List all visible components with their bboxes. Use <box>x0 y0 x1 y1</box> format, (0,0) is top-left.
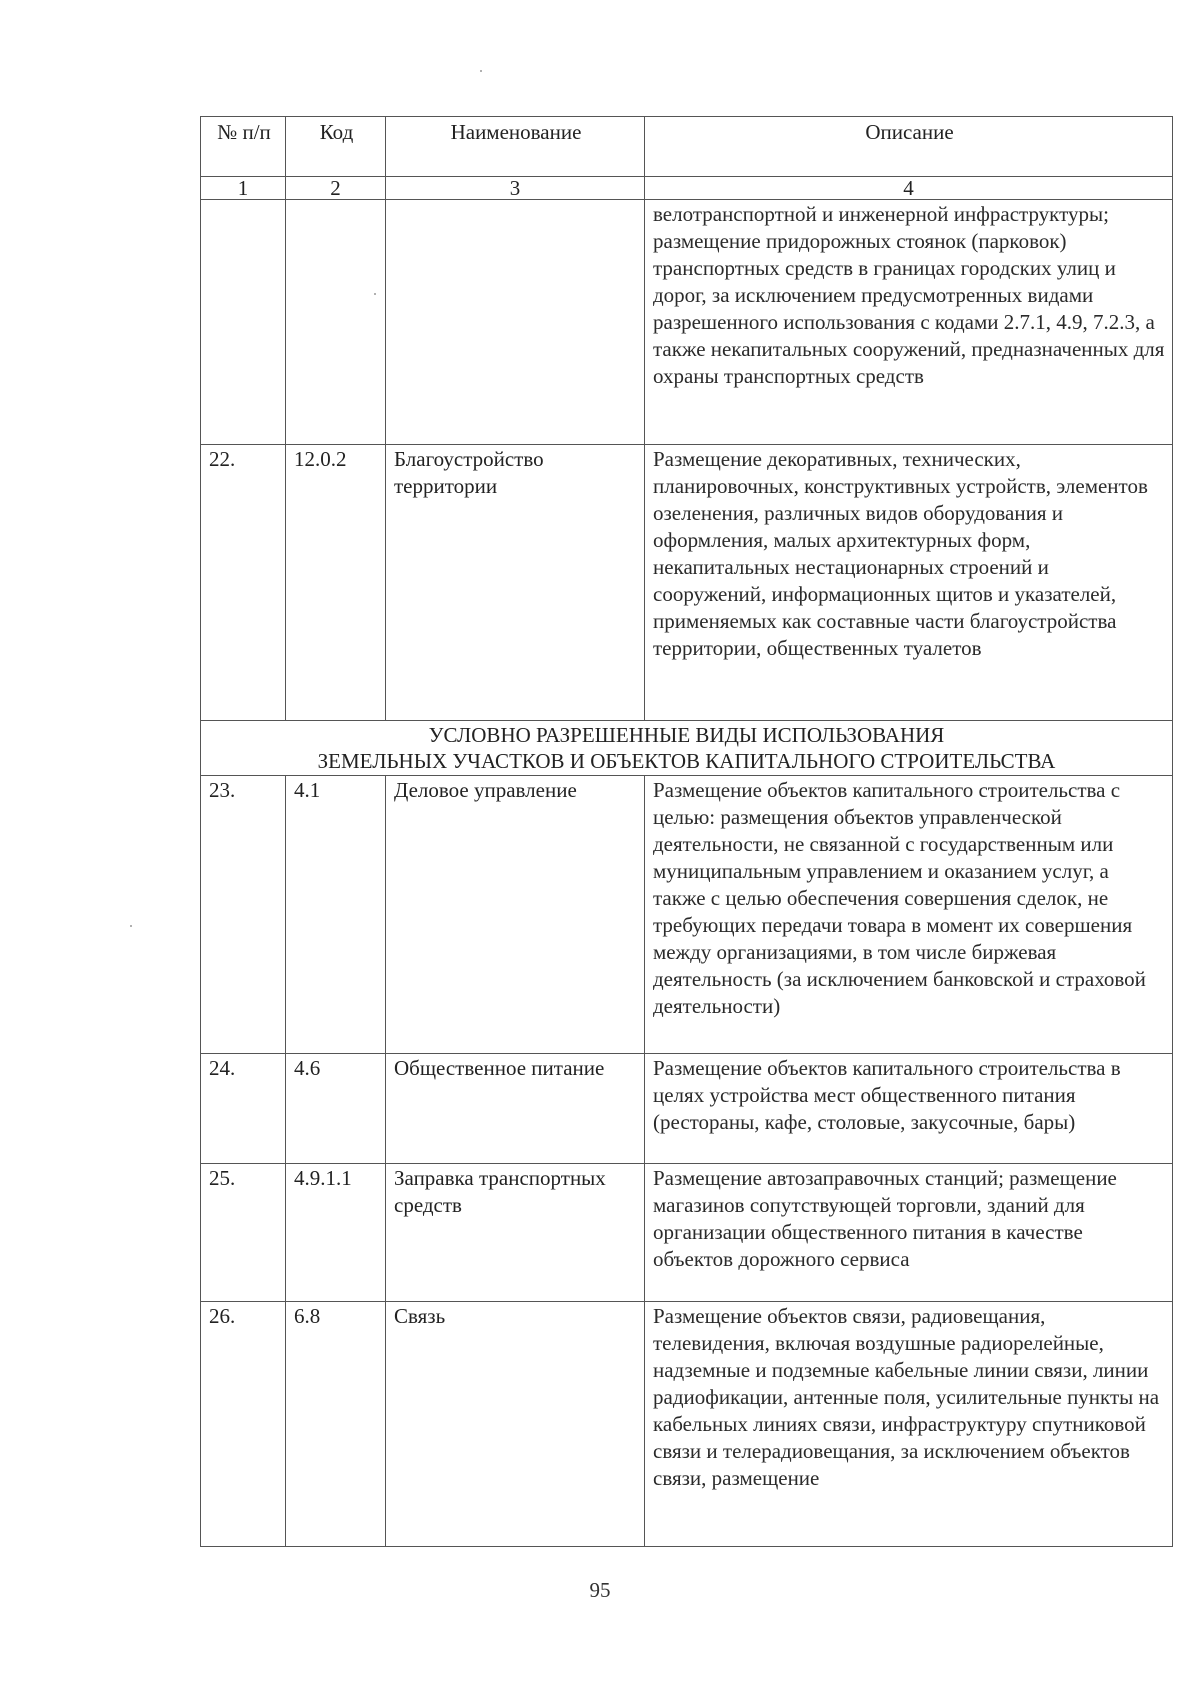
row-description: Размещение объектов связи, радиовещания, телевидения, включая воздушные радиорелейные, надземные и подземные кабельные линии связи, линии радиофикации, антенные поля, усилительные пункты на кабельных линиях связи, инфраструктуру спутниковой связи и телерадиовещания, за исключением объектов связи, размещение <box>645 1302 1173 1547</box>
column-number: 2 <box>286 177 386 200</box>
scan-speck <box>480 70 482 72</box>
land-use-table <box>200 116 1173 1547</box>
column-number: 3 <box>386 177 645 200</box>
row-code: 6.8 <box>286 1302 386 1547</box>
column-number: 4 <box>645 177 1173 200</box>
section-heading <box>201 721 1173 776</box>
table-header-row <box>201 117 1173 177</box>
row-number: 26. <box>201 1302 286 1547</box>
header-description: Описание <box>645 117 1173 177</box>
table-row <box>201 1302 1173 1547</box>
row-code: 4.6 <box>286 1054 386 1164</box>
row-number: 25. <box>201 1164 286 1302</box>
row-code: 12.0.2 <box>286 445 386 721</box>
table-row <box>201 445 1173 721</box>
table-row <box>201 776 1173 1054</box>
header-code: Код <box>286 117 386 177</box>
row-number: 23. <box>201 776 286 1054</box>
table-row <box>201 1054 1173 1164</box>
row-number <box>201 200 286 445</box>
row-name: Благоустройство территории <box>386 445 645 721</box>
header-name: Наименование <box>386 117 645 177</box>
row-description: Размещение объектов капитального строительства с целью: размещения объектов управленческой деятельности, не связанной с государственным или муниципальным управлением и оказанием услуг, а также с целью обеспечения совершения сделок, не требующих передачи товара в момент их совершения между организациями, в том числе биржевая деятельность (за исключением банковской и страховой деятельности) <box>645 776 1173 1054</box>
row-number: 24. <box>201 1054 286 1164</box>
row-name: Заправка транспортных средств <box>386 1164 645 1302</box>
column-number: 1 <box>201 177 286 200</box>
scan-speck <box>130 925 132 927</box>
row-name: Деловое управление <box>386 776 645 1054</box>
row-description: Размещение автозаправочных станций; размещение магазинов сопутствующей торговли, зданий для организации общественного питания в качестве объектов дорожного сервиса <box>645 1164 1173 1302</box>
header-number: № п/п <box>201 117 286 177</box>
row-code <box>286 200 386 445</box>
row-description: Размещение декоративных, технических, планировочных, конструктивных устройств, элементов озеленения, различных видов оборудования и оформления, малых архитектурных форм, некапитальных нестационарных строений и сооружений, информационных щитов и указателей, применяемых как составные части благоустройства территории, общественных туалетов <box>645 445 1173 721</box>
section-heading-line1: УСЛОВНО РАЗРЕШЕННЫЕ ВИДЫ ИСПОЛЬЗОВАНИЯ <box>428 723 945 747</box>
row-name: Общественное питание <box>386 1054 645 1164</box>
row-number: 22. <box>201 445 286 721</box>
page-number: 95 <box>589 1578 611 1602</box>
row-name: Связь <box>386 1302 645 1547</box>
section-heading-row <box>201 721 1173 776</box>
column-number-row <box>201 177 1173 200</box>
table-row <box>201 1164 1173 1302</box>
table-row-continuation <box>201 200 1173 445</box>
section-heading-line2: ЗЕМЕЛЬНЫХ УЧАСТКОВ И ОБЪЕКТОВ КАПИТАЛЬНОГО СТРОИТЕЛЬСТВА <box>317 749 1056 773</box>
row-code: 4.9.1.1 <box>286 1164 386 1302</box>
row-description: велотранспортной и инженерной инфраструктуры; размещение придорожных стоянок (парковок) транспортных средств в границах городских улиц и дорог, за исключением предусмотренных видами разрешенного использования с кодами 2.7.1, 4.9, 7.2.3, а также некапитальных сооружений, предназначенных для охраны транспортных средств <box>645 200 1173 445</box>
row-code: 4.1 <box>286 776 386 1054</box>
row-name <box>386 200 645 445</box>
row-description: Размещение объектов капитального строительства в целях устройства мест общественного питания (рестораны, кафе, столовые, закусочные, бары) <box>645 1054 1173 1164</box>
